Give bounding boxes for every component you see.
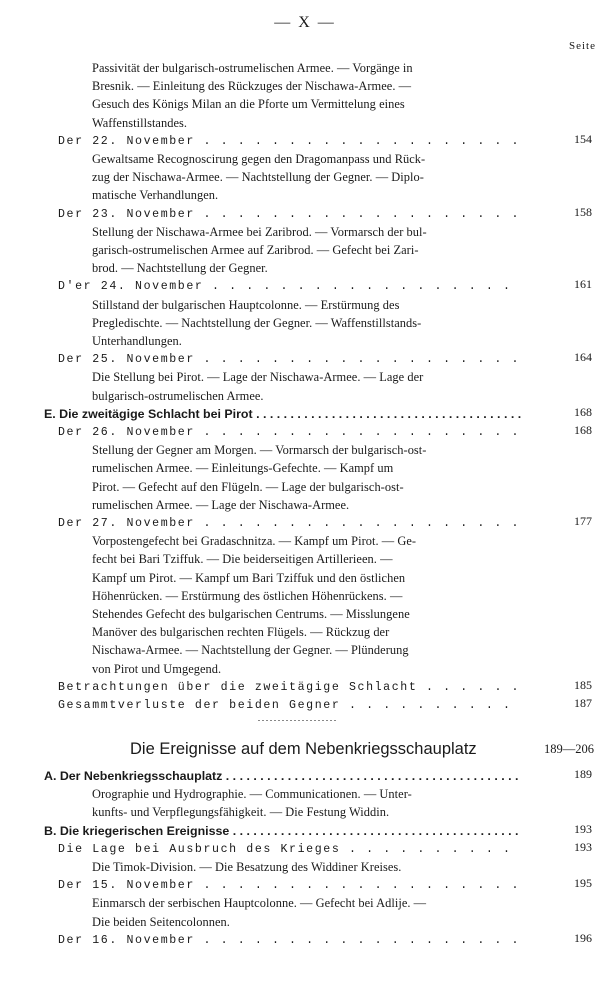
leader-dots [417,681,520,694]
toc-section-heading[interactable] [44,823,522,840]
toc-text: Einmarsch der serbischen Hauptcolonne. — Gefecht bei Adlije. — [92,896,427,911]
toc-description [92,624,522,641]
toc-text: A. Der Nebenkriegsschauplatz [44,769,223,783]
toc-section-heading[interactable] [44,768,522,785]
toc-description [92,96,522,113]
toc-page-number: 154 [574,131,592,146]
toc-description [92,551,522,568]
seite-label: Seite [569,40,596,52]
toc-text: zug der Nischawa-Armee. — Nachtstellung der Gegner. — Diplo- [92,170,424,185]
toc-text: Waffenstillstandes. [92,115,188,130]
leader-dots [195,426,520,439]
toc-description [92,786,522,803]
toc-entry[interactable] [58,133,520,150]
toc-description [92,533,522,550]
toc-text: rumelischen Armee. — Einleitungs-Gefechte. — Kampf um [92,461,394,476]
toc-text: Nischawa-Armee. — Nachtstellung der Gegner. — Plünderung [92,643,409,658]
toc-description [92,242,522,259]
toc-description [92,115,522,132]
leader-dots [253,407,522,421]
toc-page-number: 185 [574,677,592,692]
toc-page-number: 193 [574,821,592,836]
toc-description [92,224,522,241]
toc-text: Pregledischte. — Nachtstellung der Gegner. — Waffenstillstands- [92,315,422,330]
toc-text: Stellung der Gegner am Morgen. — Vormarsch der bulgarisch-ost- [92,443,427,458]
toc-description [92,642,522,659]
toc-page-number: 193 [574,839,592,854]
toc-description [92,260,522,277]
toc-text: Stillstand der bulgarischen Hauptcolonne. — Erstürmung des [92,297,400,312]
toc-text: Stellung der Nischawa-Armee bei Zaribrod. — Vormarsch der bul- [92,224,427,239]
toc-entry[interactable] [58,424,520,441]
toc-page-number: 161 [574,277,592,292]
leader-dots [229,824,522,838]
toc-description [92,460,522,477]
toc-description [92,804,522,821]
toc-text: Die beiden Seitencolonnen. [92,914,230,929]
toc-description [92,315,522,332]
toc-text: Betrachtungen über die zweitägige Schlacht [58,680,418,694]
toc-description [92,570,522,587]
toc-description [92,859,522,876]
part-heading-pages: 189—206 [544,742,594,756]
toc-description [92,388,522,405]
toc-text: Stehendes Gefecht des bulgarischen Centrums. — Misslungene [92,607,410,621]
toc-description [92,187,522,204]
toc-text: von Pirot und Umgegend. [92,661,222,676]
toc-section-heading[interactable] [44,406,522,423]
toc-description [92,297,522,314]
toc-text: Höhenrücken. — Erstürmung des östlichen Höhenrückens. — [92,588,403,603]
toc-text: D'er 24. November [58,280,204,294]
toc-text: brod. — Nachtstellung der Gegner. [92,261,268,276]
toc-text: Unterhandlungen. [92,334,182,348]
toc-text: Der 22. November [58,134,195,148]
leader-dots [195,208,520,221]
toc-text: Passivität der bulgarisch-ostrumelischen Armee. — Vorgänge in [92,61,413,75]
toc-page-number: 168 [574,423,592,437]
toc-description [92,606,522,623]
leader-dots [195,934,520,947]
part-heading: Die Ereignisse auf dem Nebenkriegsschauplatz [130,740,477,758]
toc-entry[interactable] [58,515,520,532]
toc-text: Orographie und Hydrographie. — Communicationen. — Unter- [92,787,412,802]
toc-text: Vorpostengefecht bei Gradaschnitza. — Kampf um Pirot. — Ge- [92,534,417,549]
toc-entry[interactable] [58,679,520,696]
toc-entry[interactable] [58,206,520,223]
leader-dots [340,843,520,856]
toc-text: Gewaltsame Recognoscirung gegen den Dragomanpass und Rück- [92,152,426,166]
toc-page-number: 187 [574,696,592,710]
leader-dots [195,353,520,366]
toc-text: Pirot. — Gefecht auf den Flügeln. — Lage der bulgarisch-ost- [92,479,404,494]
toc-text: Gesammtverluste der beiden Gegner [58,699,341,712]
toc-description [92,497,522,514]
toc-text: garisch-ostrumelischen Armee auf Zaribrod. — Gefecht bei Zari- [92,243,419,257]
toc-text: Der 16. November [58,933,195,947]
toc-entry[interactable] [58,841,520,858]
toc-text: E. Die zweitägige Schlacht bei Pirot [44,406,253,421]
toc-description [92,78,522,95]
toc-page-number: 168 [574,404,592,419]
toc-description [92,60,522,77]
toc-entry[interactable] [58,351,520,368]
toc-page-number: 158 [574,204,592,219]
leader-dots [195,879,520,892]
toc-description [92,914,522,931]
toc-text: Der 26. November [58,426,195,439]
toc-entry[interactable] [58,278,520,295]
section-divider [258,720,338,721]
toc-text: fecht bei Bari Tziffuk. — Die beiderseitigen Artillerieen. — [92,552,393,567]
toc-text: Bresnik. — Einleitung des Rückzuges der Nischawa-Armee. — [92,79,412,94]
toc-description [92,333,522,350]
leader-dots [340,699,520,712]
toc-page-number: 164 [574,350,592,365]
page-numeral: — X — [274,14,336,31]
toc-description [92,442,522,459]
leader-dots [203,280,520,293]
toc-text: Die Timok-Division. — Die Besatzung des Widdiner Kreises. [92,860,402,874]
toc-text: Die Lage bei Ausbruch des Krieges [58,842,341,856]
toc-entry[interactable] [58,932,520,949]
toc-text: B. Die kriegerischen Ereignisse [44,823,230,838]
toc-text: kunfts- und Verpflegungsfähigkeit. — Die Festung Widdin. [92,805,390,820]
toc-description [92,661,522,678]
toc-text: rumelischen Armee. — Lage der Nischawa-Armee. [92,497,350,512]
toc-page-number: 195 [574,876,592,891]
toc-entry[interactable] [58,697,520,714]
toc-text: Kampf um Pirot. — Kampf um Bari Tziffuk und den östlichen [92,570,406,585]
toc-text: Manöver des bulgarischen rechten Flügels. — Rückzug der [92,625,390,640]
toc-description [92,895,522,912]
leader-dots [195,517,520,530]
leader-dots [195,135,520,148]
toc-description [92,151,522,168]
toc-text: Der 23. November [58,207,195,221]
toc-page-number: 189 [574,767,592,781]
toc-description [92,369,522,386]
toc-text: Der 25. November [58,353,195,367]
leader-dots [222,769,522,783]
toc-entry[interactable] [58,877,520,894]
toc-text: Der 15. November [58,879,195,893]
toc-description [92,169,522,186]
toc-text: bulgarisch-ostrumelischen Armee. [92,388,264,403]
toc-text: Gesuch des Königs Milan an die Pforte um Vermittelung eines [92,97,405,112]
toc-description [92,588,522,605]
toc-page-number: 177 [574,514,592,528]
toc-page-number: 196 [574,930,592,945]
toc-text: Der 27. November [58,517,195,530]
toc-text: Die Stellung bei Pirot. — Lage der Nischawa-Armee. — Lage der [92,370,424,385]
toc-text: matische Verhandlungen. [92,188,219,203]
toc-description [92,479,522,496]
